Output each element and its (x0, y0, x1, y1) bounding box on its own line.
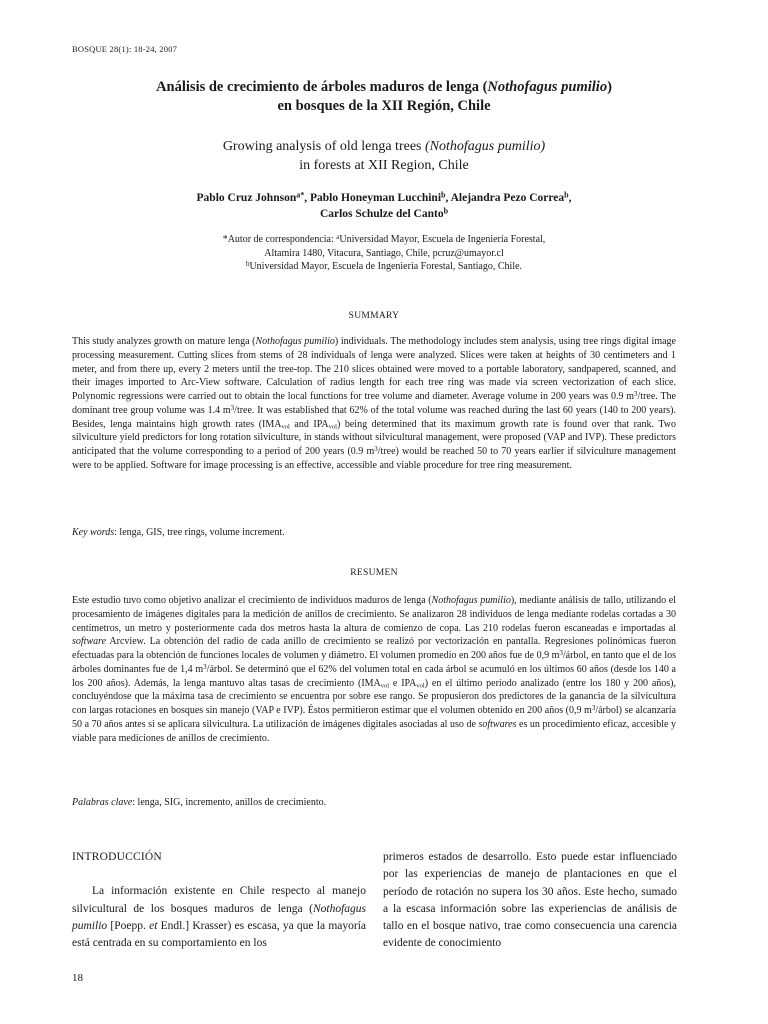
title-en-line1-start: Growing analysis of old lenga trees (222, 139, 425, 154)
affil-mark: a (336, 232, 340, 241)
summary-span: /tree) would be reached 50 to 70 years earlier if silviculture management were to be applied. Software for image processing is an effective, accessible and viable procedure for tree ring measurement. (72, 446, 676, 471)
resumen-text (72, 594, 676, 745)
superscript: 3 (591, 703, 596, 712)
species-name: Nothofagus pumilio (431, 595, 511, 606)
resumen-span: es un procedimiento eficaz, accesible y viable para mediciones de anillos de crecimiento. (72, 718, 676, 744)
resumen-span: Arcview. La obtención del radio de cada anillo de crecimiento se realizó por vectorización en pantalla. Regresiones polinómicas fueron efectuadas para la obtención de funciones locales de volumen y diámetro. El volumen promedio en 200 años fue de 0,9 m (72, 636, 676, 661)
resumen-span: Este estudio tuvo como objetivo analizar el crecimiento de individuos maduros de lenga ( (72, 595, 432, 606)
intro-span: La información existente en Chile respecto al manejo silvicultural de los bosques maduros de lenga ( (72, 885, 366, 915)
superscript: 3 (230, 403, 235, 412)
author-name: Pablo Cruz Johnson (196, 192, 297, 204)
italic-term: softwares (478, 718, 517, 730)
left-column (72, 849, 366, 952)
intro-span: Endl.] Krasser) es escasa, ya que la mayoría está centrada en su comportamiento en los (72, 919, 366, 950)
corresponding-author-label: *Autor de correspondencia: (222, 234, 337, 245)
introduction-paragraph (72, 883, 366, 952)
summary-span: /tree. It was established that 62% of the total volume was reached during the last 60 years (140 to 200 years). Besides, lenga maintains high growth rates (IMA (72, 404, 676, 430)
author-name: Alejandra Pezo Correa (450, 192, 565, 204)
affiliation-address: Altamira 1480, Vitacura, Santiago, Chile, pcruz@umayor.cl (264, 247, 504, 259)
summary-span: ) being determined that its maximum growth rate is found over that rank. Two silviculture yield predictors for long rotation silviculture, in stands without silvicultural management, were proposed (VAP and IVP). These predictors anticipated that the volume corresponding to a period of 200 years (0.9 m (72, 418, 676, 457)
key-words-label: Key words (72, 527, 115, 538)
page-number: 18 (72, 972, 83, 984)
palabras-clave-label: Palabras clave (72, 797, 133, 808)
subscript: vol (416, 682, 425, 690)
summary-span: and IPA (289, 418, 329, 430)
italic-term: software (72, 636, 107, 648)
title-spanish (72, 78, 696, 116)
resumen-span: /árbol) se alcanzaría 50 a 70 años antes si se aplicara silvicultura. La utilización de imágenes digitales asociadas al uso de (72, 705, 676, 730)
superscript: 3 (634, 389, 638, 398)
summary-heading: SUMMARY (348, 311, 400, 321)
resumen-span: ), mediante análisis de tallo, utilizando el procesamiento de imágenes digitales para la medición de anillos de crecimiento. Se analizaron 28 individuos de lenga mediante rodelas cortadas a 30 centímetros, un metro y posteriormente cada dos metros hasta la altura de comienzo de copa. Las 210 rodelas fueron escaneadas e importadas al (72, 595, 676, 634)
affiliations (72, 233, 696, 274)
resumen-span: ) en el último período analizado (entre los 180 y 200 años), concluyéndose que la máxima tasa de crecimiento se encuentra por sobre ese rango. Se propusieron dos predictores de la ganancia de la silvicultura con largas rotaciones en bosques sin manejo (VAP e IVP). Éstos permitieron estimar que el volumen obtenido en 200 años (0,9 m (72, 677, 677, 716)
title-es-line2: en bosques de la XII Región, Chile (277, 98, 491, 114)
running-head: BOSQUE 28(1): 18-24, 2007 (72, 44, 178, 54)
subscript: vol (281, 423, 290, 431)
key-words-text: : lenga, GIS, tree rings, volume increment. (114, 527, 285, 538)
superscript: 3 (374, 444, 378, 453)
resumen-span: /árbol. Se determinó que el 62% del volumen total en cada árbol se acumuló en los últimos 60 años (desde los 140 a los 200 años). Además, la lenga mantuvo altas tasas de crecimiento (IMA (72, 663, 676, 689)
species-name: Nothofagus pumilio (255, 336, 335, 347)
key-words (72, 526, 676, 539)
title-es-line1-end: ) (607, 79, 612, 95)
author-affil-mark: a* (296, 190, 305, 200)
superscript: 3 (203, 662, 207, 671)
resumen-heading: RESUMEN (350, 568, 398, 578)
summary-span: /tree. The dominant tree group volume was 1.4 m (72, 391, 676, 416)
author-name: Pablo Honeyman Lucchini (310, 192, 442, 204)
author-affil-mark: b (564, 190, 569, 200)
italic-term: et (149, 919, 158, 932)
title-es-line1-start: Análisis de crecimiento de árboles maduros de lenga ( (156, 79, 488, 95)
title-es-species: Nothofagus pumilio (487, 79, 608, 95)
palabras-clave-text: : lenga, SIG, incremento, anillos de crecimiento. (132, 797, 327, 808)
affiliation-a: Universidad Mayor, Escuela de Ingeniería Forestal, (339, 234, 546, 245)
author-separator: , (304, 192, 311, 204)
author-separator: , (568, 192, 572, 204)
affil-mark: b (245, 259, 250, 268)
resumen-span: e IPA (389, 677, 417, 689)
intro-span: [Poepp. (107, 919, 150, 932)
author-separator: , (445, 192, 451, 204)
author-affil-mark: b (443, 206, 449, 216)
affiliation-b: Universidad Mayor, Escuela de Ingeniería Forestal, Santiago, Chile. (249, 261, 523, 272)
subscript: vol (328, 423, 337, 431)
introduction-continued: primeros estados de desarrollo. Esto puede estar influenciado por las experiencias de manejo de plantaciones en que el período de rotación no supera los 30 años. Este hecho, sumado a la escasa información sobre las experiencias de análisis de tallo en el bosque nativo, trae como consecuencia una carencia evidente de conocimiento (383, 851, 677, 950)
author-name: Carlos Schulze del Canto (319, 208, 444, 220)
palabras-clave (72, 796, 676, 809)
summary-span: ) individuals. The methodology includes stem analysis, using tree rings digital image processing measurement. Cutting slices from stems of 28 individuals of lenga were analyzed. Slices were taken at heights of 30 centimeters and 1 meter, and from there up, every 2 meters until the tree-top. The 210 slices obtained were moved to a portable laboratory, sandpapered, scanned, and their images imported to Arc-View software. Calculation of radius length for each tree ring was made via screen vectorization of each slice. Polynomic regressions were carried out to obtain the local functions for tree volume and diameter. Average volume in 200 years was 0.9 m (72, 336, 676, 402)
title-en-species: (Nothofagus pumilio) (425, 139, 546, 154)
species-name: Nothofagus pumilio (72, 902, 366, 932)
superscript: 3 (559, 648, 563, 657)
subscript: vol (380, 682, 390, 690)
summary-span: This study analyzes growth on mature lenga ( (72, 336, 256, 347)
author-list (72, 190, 696, 222)
resumen-span: /árbol, en tanto que el de los árboles dominantes fue de 1,4 m (72, 650, 676, 675)
title-en-line2: in forests at XII Region, Chile (299, 158, 469, 173)
title-english (72, 137, 696, 175)
author-affil-mark: b (441, 190, 446, 200)
introduction-heading: INTRODUCCIÓN (72, 851, 162, 863)
right-column (383, 849, 677, 953)
summary-text (72, 335, 676, 473)
